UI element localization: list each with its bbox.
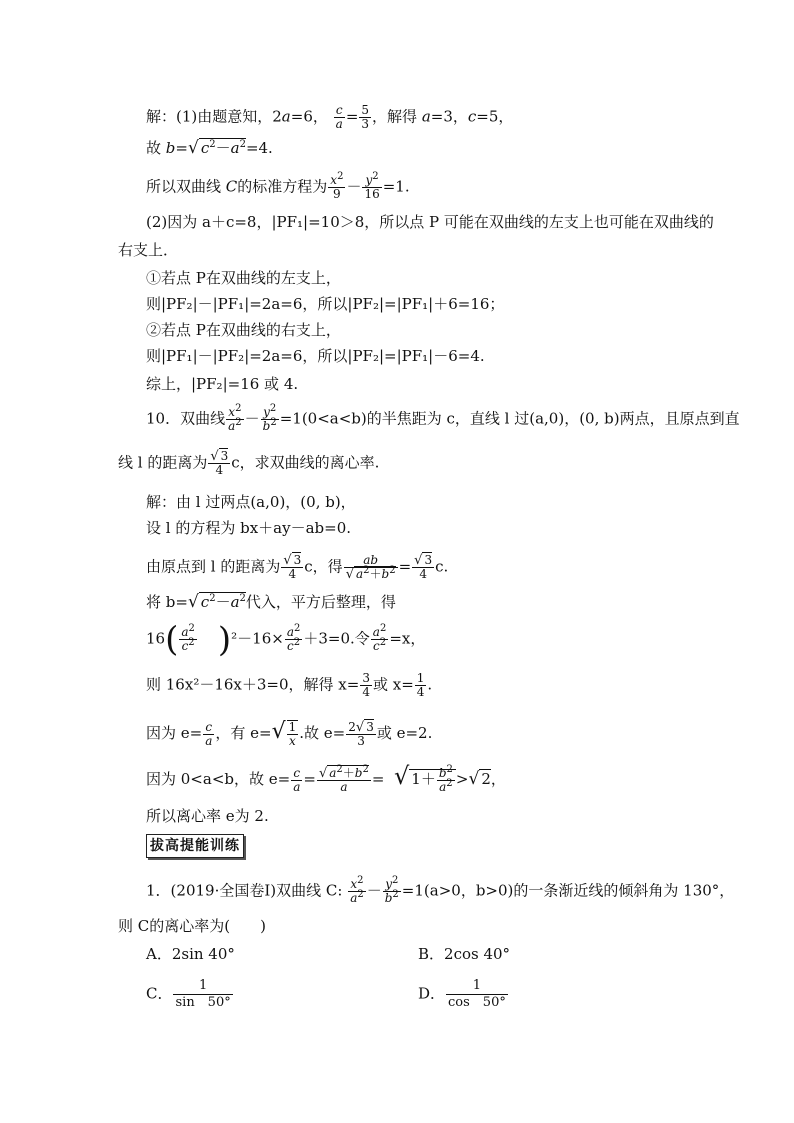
sol10-line-2: 设 l 的方程为 bx＋ay－ab=0.: [146, 519, 352, 537]
q1-option-a: A．2sin 40°: [146, 945, 235, 963]
q1-option-d: D． $\frac{1}{\cos 50^\circ}$: [418, 978, 506, 1010]
q1-option-c: C． $\frac{1}{\sin 50^\circ}$: [146, 978, 231, 1010]
sol9-line-7: 则|PF₂|－|PF₁|=2a=6，所以|PF₂|=|PF₁|＋6=16；: [146, 295, 505, 313]
sol9-line-9: 则|PF₁|－|PF₂|=2a=6，所以|PF₂|=|PF₁|－6=4.: [146, 347, 485, 365]
sol10-line-8: 因为 0<a<b，故 e= $\frac{c}{a}$ = $\frac{√ a^2+b^2}{a}$ = √ 1＋ $\frac{b^2}{a^2}$ >√ 2，: [146, 762, 506, 794]
q10-line-1: 10．双曲线 $\frac{x^2}{a^2}$ － $\frac{y^2}{b^2}$ =1(0<a<b)的半焦距为 c，直线 l 过(a,0)，(0, b)两点，且原点到直: [146, 403, 740, 433]
q1-line-2: 则 C的离心率为( ): [118, 917, 266, 935]
sol9-line-8: ②若点 P在双曲线的右支上，: [146, 321, 341, 339]
sol9-line-4: (2)因为 a＋c=8，|PF₁|=10＞8，所以点 P 可能在双曲线的左支上也可能在双曲线的: [146, 213, 714, 231]
sol10-line-7: 因为 e= $\frac{c}{a}$ ，有 e=√ $\frac{1}{x}$ .故 e= $\frac{2√ 3}{3}$ 或 e=2.: [146, 719, 433, 748]
sol10-line-1: 解：由 l 过两点(a,0)，(0, b)，: [146, 493, 356, 511]
sol9-line-6: ①若点 P在双曲线的左支上，: [146, 269, 341, 287]
q1-option-b: B．2cos 40°: [418, 945, 511, 963]
sol9-line-3: 所以双曲线 C的标准方程为 $\frac{x^2}{9}$ － $\frac{y^2}{16}$ =1.: [146, 171, 410, 201]
q1-line-1: 1．(2019·全国卷Ⅰ)双曲线 C: $\frac{x^2}{a^2}$ － $\frac{y^2}{b^2}$ =1(a>0，b>0)的一条渐近线的倾斜角为 130°，: [146, 875, 735, 905]
sol10-line-6: 则 16x²－16x＋3=0，解得 x= $\frac{3}{4}$ 或 x= $\frac{1}{4}$ .: [146, 671, 433, 699]
sol9-line-10: 综上，|PF₂|=16 或 4.: [146, 375, 299, 393]
fraction-c-over-a: $\frac{c}{a}$: [335, 103, 343, 131]
sol9-line-5: 右支上．: [118, 241, 179, 259]
section-heading: 拔高提能训练: [146, 834, 244, 858]
sol9-line-1: 解：(1)由题意知，2a=6， $\frac{c}{a}$ = $\frac{5}{3}$ ，解得 a=3，c=5，: [146, 103, 514, 131]
fraction-5-over-3: $\frac{5}{3}$: [361, 103, 370, 131]
sol10-line-4: 将 b=√ $c^2-a^2$代入，平方后整理，得: [146, 592, 396, 612]
sol10-line-3: 由原点到 l 的距离为 $\frac{√ 3}{4}$ c，得 $\frac{ab}{√ a^2+b^2}$ = $\frac{√ 3}{4}$ c.: [146, 553, 449, 582]
sol9-line-2: 故 b=√ $c^2-a^2=4$.: [146, 138, 273, 158]
sol10-line-9: 所以离心率 e为 2.: [146, 807, 269, 825]
q10-line-2: 线 l 的距离为 $\frac{√ 3}{4}$ c，求双曲线的离心率.: [118, 449, 380, 477]
sol10-line-5: 16( $\frac{a^2}{c^2}$ )²－16× $\frac{a^2}{c^2}$ ＋3=0.令 $\frac{a^2}{c^2}$ =x，: [146, 619, 426, 660]
